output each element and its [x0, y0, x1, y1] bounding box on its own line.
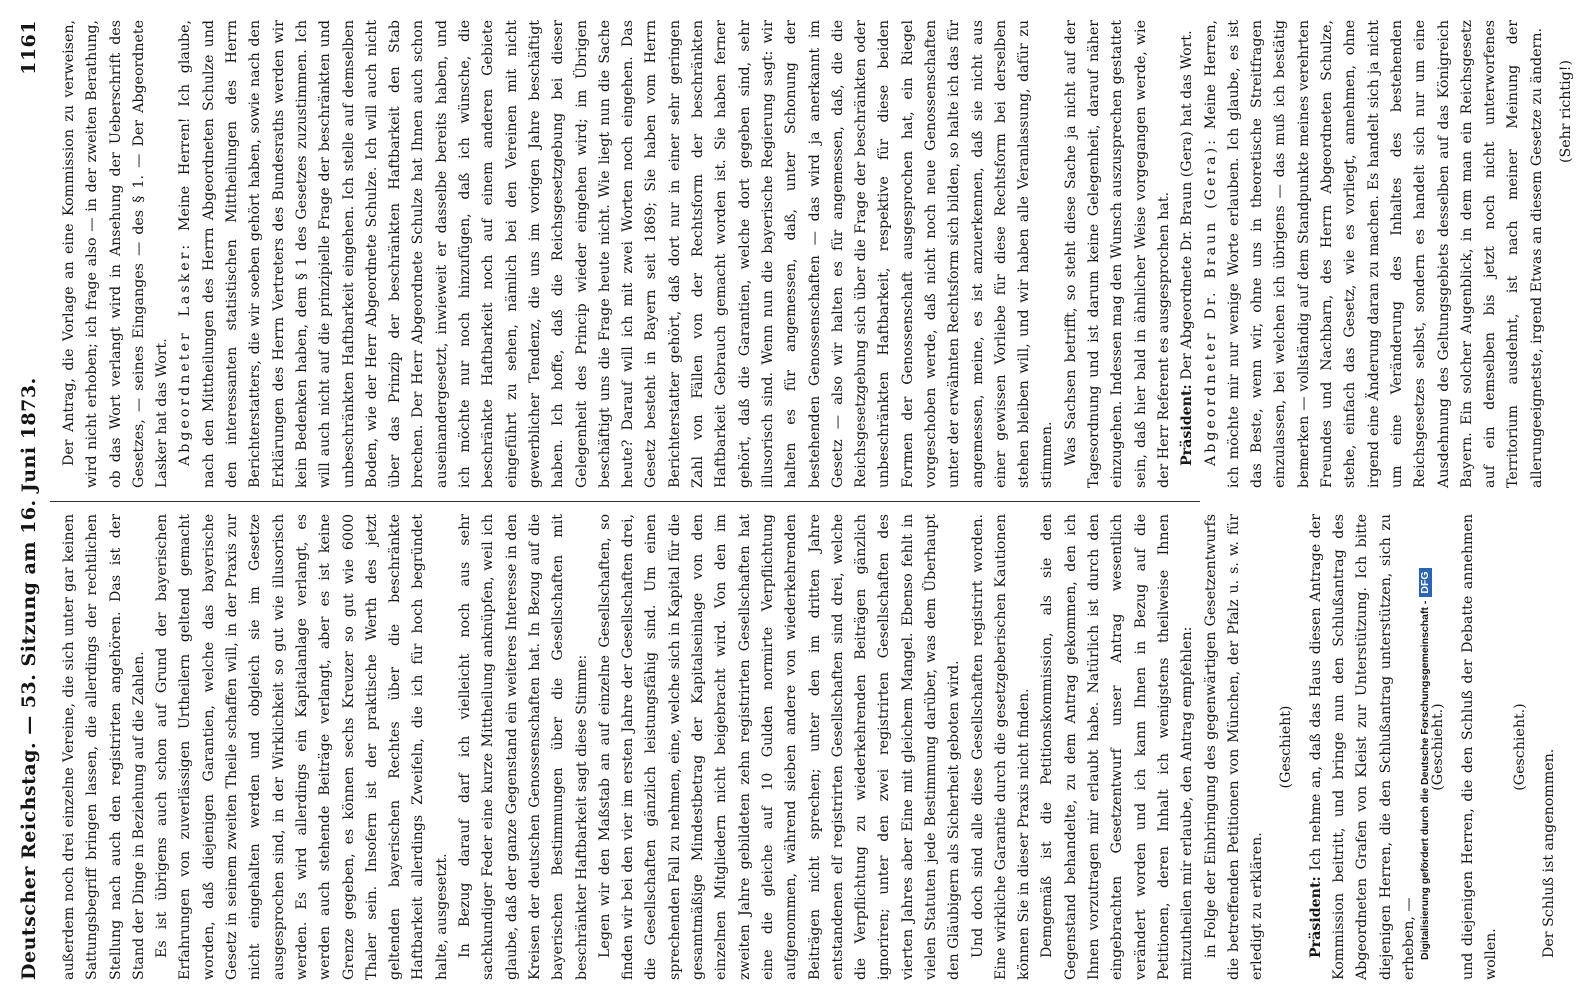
speech-text: Der Abgeordnete Dr. Braun (Gera) hat das Wort.: [1179, 30, 1196, 380]
speaker-label: Präsident:: [1179, 384, 1196, 466]
speech: [1176, 20, 1199, 488]
paragraph: Es ist übrigens auch schon auf Grund der bayerischen Erfahrungen von zuverlässigen Urtheilern geltend gemacht worden, daß diejenigen Garantien, welche das bayerische Gesetz in seinem zweiten Theile schaffen will, in der Praxis zur nicht eingehalten werden und obgleich sie im Gesetze ausgesprochen sind, in der Wirklichkeit so gut wie illusorisch werden. Es wird allerdings ein Kapitalanlage verlangt, es werden auch stehende Beiträge verlangt, aber es ist keine Grenze gegeben, es können sechs Kreuzer so gut wie 6000 Thaler sein. Insofern ist der praktische Werth des jetzt geltenden bayerischen Rechtes über die beschränkte Haftbarkeit allerdings Zweifeln, die ich für hoch begründet halte, ausgesetzt.: [154, 514, 450, 980]
speaker-label: Abgeordneter Lasker:: [177, 241, 194, 466]
funding-note: Digitalisierung gefördert durch die Deutsche Forschungsgemeinschaft -: [1419, 600, 1431, 960]
resolution-text: Der Schluß ist angenommen.: [1541, 748, 1558, 958]
stage-direction: (Geschieht.): [1430, 703, 1447, 791]
paragraph: Der Antrag, die Vorlage an eine Kommission zu verweisen, wird nicht erhoben; ich frage also — in der zweiten Berathung, ob das Wort verlangt wird in Ansehung der Ueberschrift des Gesetzes, — seines Einganges — des § 1. — Der Abgeordnete Lasker hat das Wort.: [61, 20, 171, 488]
paragraph: Demgemäß ist die Petitionskommission, als sie den Gegenstand behandelte, zu dem Antrag gekommen, den ich Ihnen vorzutragen mir erlaubt habe. Natürlich ist durch den eingebrachten Gesetzentwurf unser Antrag wesentlich verändert worden und ich kann Ihnen in Bezug auf die Petitionen, deren Inhalt ich wenigstens theilweise Ihnen mitzutheilen mir erlaube, den Antrag empfehlen:: [1039, 514, 1196, 980]
stamp-text: [1415, 0, 1435, 960]
paragraph: in Folge der Einbringung des gegenwärtigen Gesetzentwurfs die betreffenden Petitionen von München, der Pfalz u. s. w. für erledigt zu erklären.: [1202, 514, 1266, 980]
digitization-stamp: [1412, 0, 1432, 1000]
column-divider: [50, 501, 1200, 502]
page-number: 1161: [18, 20, 40, 75]
speech: [1200, 20, 1549, 488]
paragraph: In Bezug darauf darf ich vielleicht noch aus sehr sachkundiger Feder eine kurze Mittheilung anknüpfen, weil ich glaube, daß der ganze Gegenstand ein weiteres Interesse in den Kreisen der deutschen Genossenschaften hat. In Bezug auf die bayerischen Bestimmungen über die Gesellschaften mit beschränkter Haftbarkeit sagt diese Stimme:: [457, 514, 590, 980]
dfg-logo: DFG: [1419, 568, 1432, 596]
paragraph: Und doch sind alle diese Gesellschaften registrirt worden. Eine wirkliche Garantie durch die gesetzgeberischen Kautionen können Sie in dieser Praxis nicht finden.: [969, 514, 1033, 980]
speech-text: Meine Herren, ich möchte mir nur wenige Worte erlauben. Ich glaube, es ist das Beste, wenn wir, ohne uns in theoretische Streitfragen einzulassen, bei welchen ich übrigens — das muß ich bestätig bemerken — vollständig auf dem Standpunkte meines verehrten Freundes und Nachbarn, des Herrn Abgeordneten Schulze, stehe, einfach das Gesetz, wie es vorliegt, annehmen, ohne irgend eine Änderung daran zu machen. Es handelt sich ja nicht um eine Veränderung des Inhaltes des bestehenden Reichsgesetzes selbst, sondern es handelt sich nur um eine Ausdehnung des Geltungsgebiets desselben auf das Königreich Bayern. Ein solcher Augenblick, in dem man ein Reichsgesetz auf ein demselben bis jetzt noch nicht unterworfenes Territorium ausdehnt, ist nach meiner Meinung der allerungeeignetste, irgend Etwas an diesem Gesetze zu ändern.: [1202, 20, 1545, 488]
running-title: Deutscher Reichstag. — 53. Sitzung am 16. Juni 1873.: [18, 377, 40, 980]
speech-text: Meine Herren! Ich glaube, nach den Mittheilungen des Herrn Abgeordneten Schulze und den interessanten statistischen Mittheilungen des Herrn Berichterstatters, die wir soeben gehört haben, sowie nach den Erklärungen des Herrn Vertreters des Bundesraths werden wir kein Bedenken haben, dem § 1 des Gesetzes zuzustimmen. Ich will auch nicht auf die prinzipielle Frage der beschränkten und unbeschränkten Haftbarkeit eingehen. Ich stelle auf demselben Boden, wie der Herr Abgeordnete Schulze. Ich will auch nicht über das Prinzip der beschränkten Haftbarkeit den Stab brechen. Der Herr Abgeordnete Schulze hat Ihnen auch schon auseinandergesetzt, inwieweit er dasselbe bereits haben, und ich möchte nur noch hinzufügen, daß ich wünsche, die beschränkte Haftbarkeit noch auf einem anderen Gebiete eingeführt zu sehen, nämlich bei den Vereinen mit nicht gewerblicher Tendenz, die uns im vorigen Jahre beschäftigt haben. Ich hoffe, daß die Reichsgesetzgebung bei dieser Gelegenheit des Princip wieder eingehen wird; im Übrigen beschäftigt uns die Frage heute nicht. Wie liegt nun die Sache heute? Darauf will ich mit zwei Worten noch eingehen. Das Gesetz besteht in Bayern seit 1869; Sie haben vom Herrn Berichterstatter gehört, daß dort nur in einer sehr geringen Zahl von Fällen von der Rechtsform der beschränkten Haftbarkeit Gebrauch gemacht worden ist. Sie haben ferner gehört, daß die Garantien, welche dort gegeben sind, sehr illusorisch sind. Wenn nun die bayerische Regierung sagt: wir halten es für angemessen, daß, unter Schonung der bestehenden Genossenschaften — das wird ja anerkannt im Gesetz — also wir halten es für angemessen, daß, die die Reichsgesetzgebung sich über die Frage der beschränkten oder unbeschränkten Haftbarkeit, respektive für diese beiden Formen der Genossenschaft ausgesprochen hat, ein Riegel vorgeschoben werde, daß nicht noch neue Genossenschaften unter der erwähnten Rechtsform sich bilden, so halte ich das für angemessen, meine, es ist anzuerkennen, daß sie nicht aus einer gewissen Vorliebe für diese Rechtsform bei derselben stehen bleiben will, und wir haben alle Veranlassung, dafür zu stimmen.: [177, 20, 1056, 488]
speaker-label: Präsident:: [1307, 876, 1324, 958]
speech-text: Ich nehme an, daß das Haus diesen Antrage der Kommission beitritt, und bringe nun den Schlußantrag des Abgeordneten Grafen von Kleist zur Unterstützung. Ich bitte diejenigen Herren, die den Schlußantrag unterstützen, sich zu erheben, —: [1307, 513, 1417, 980]
paragraph: Legen wir den Maßstab an auf einzelne Gesellschaften, so finden wir bei den vier im ersten Jahre der Gesellschaften drei, die Gesellschaften gänzlich leistungsfähig sind. Um einen sprechenden Fall zu nehmen, eine, welche sich in Kapital für die gesamtmäßige Mindestbetrag der Kapitalseinlage von den einzelnen Mitgliedern nicht beigebracht wird. Von den im zweiten Jahre gebildeten zehn registrirten Gesellschaften hat eine die gleiche auf 10 Gulden normirte Verpflichtung aufgenommen, während sieben andere von wiederkehrenden Beiträgen nicht sprechen; unter den im dritten Jahre entstandenen elf registrirten Gesellschaften sind drei, welche die Verpflichtung zu wiederkehrenden Beiträgen gänzlich ignoriren; unter den zwei registrirten Gesellschaften des vierten Jahres aber Eine mit gleichem Mangel. Ebenso fehlt in vielen Statuten jede Bestimmung darüber, was dem Überhaupt den Gläubigern als Sicherheit geboten wird.: [596, 514, 963, 980]
stage-direction: (Geschieht.): [1512, 703, 1529, 791]
paragraph: und diejenigen Herren, die den Schluß der Debatte annehmen wollen.: [1459, 514, 1499, 980]
speech: [1305, 514, 1421, 980]
stage-direction: (Sehr richtig!): [1558, 60, 1574, 164]
speech: [174, 20, 1059, 488]
stage-direction: (Geschieht): [1278, 705, 1295, 789]
speaker-label: Abgeordneter Dr. Braun (Gera):: [1202, 137, 1219, 466]
page-header: [10, 20, 50, 980]
paragraph: Was Sachsen betrifft, so steht diese Sache ja nicht auf der Tagesordnung und ist darum keine Gelegenheit, darauf näher einzugehen. Indessen mag den Wunsch auszusprechen gestattet sein, daß hier bald in ähnlicher Weise vorgegangen werde, wie der Herr Referent es ausgesprochen hat.: [1062, 20, 1172, 488]
right-column: [58, 20, 1574, 488]
paragraph: außerdem noch drei einzelne Vereine, die sich unter gar keinen Sattungsbegriff bringen lassen, die allerdings der rechtlichen Stellung nach auch den registrirten angehören. Das ist der Stand der Dinge in Beziehung auf die Zahlen.: [61, 514, 147, 980]
